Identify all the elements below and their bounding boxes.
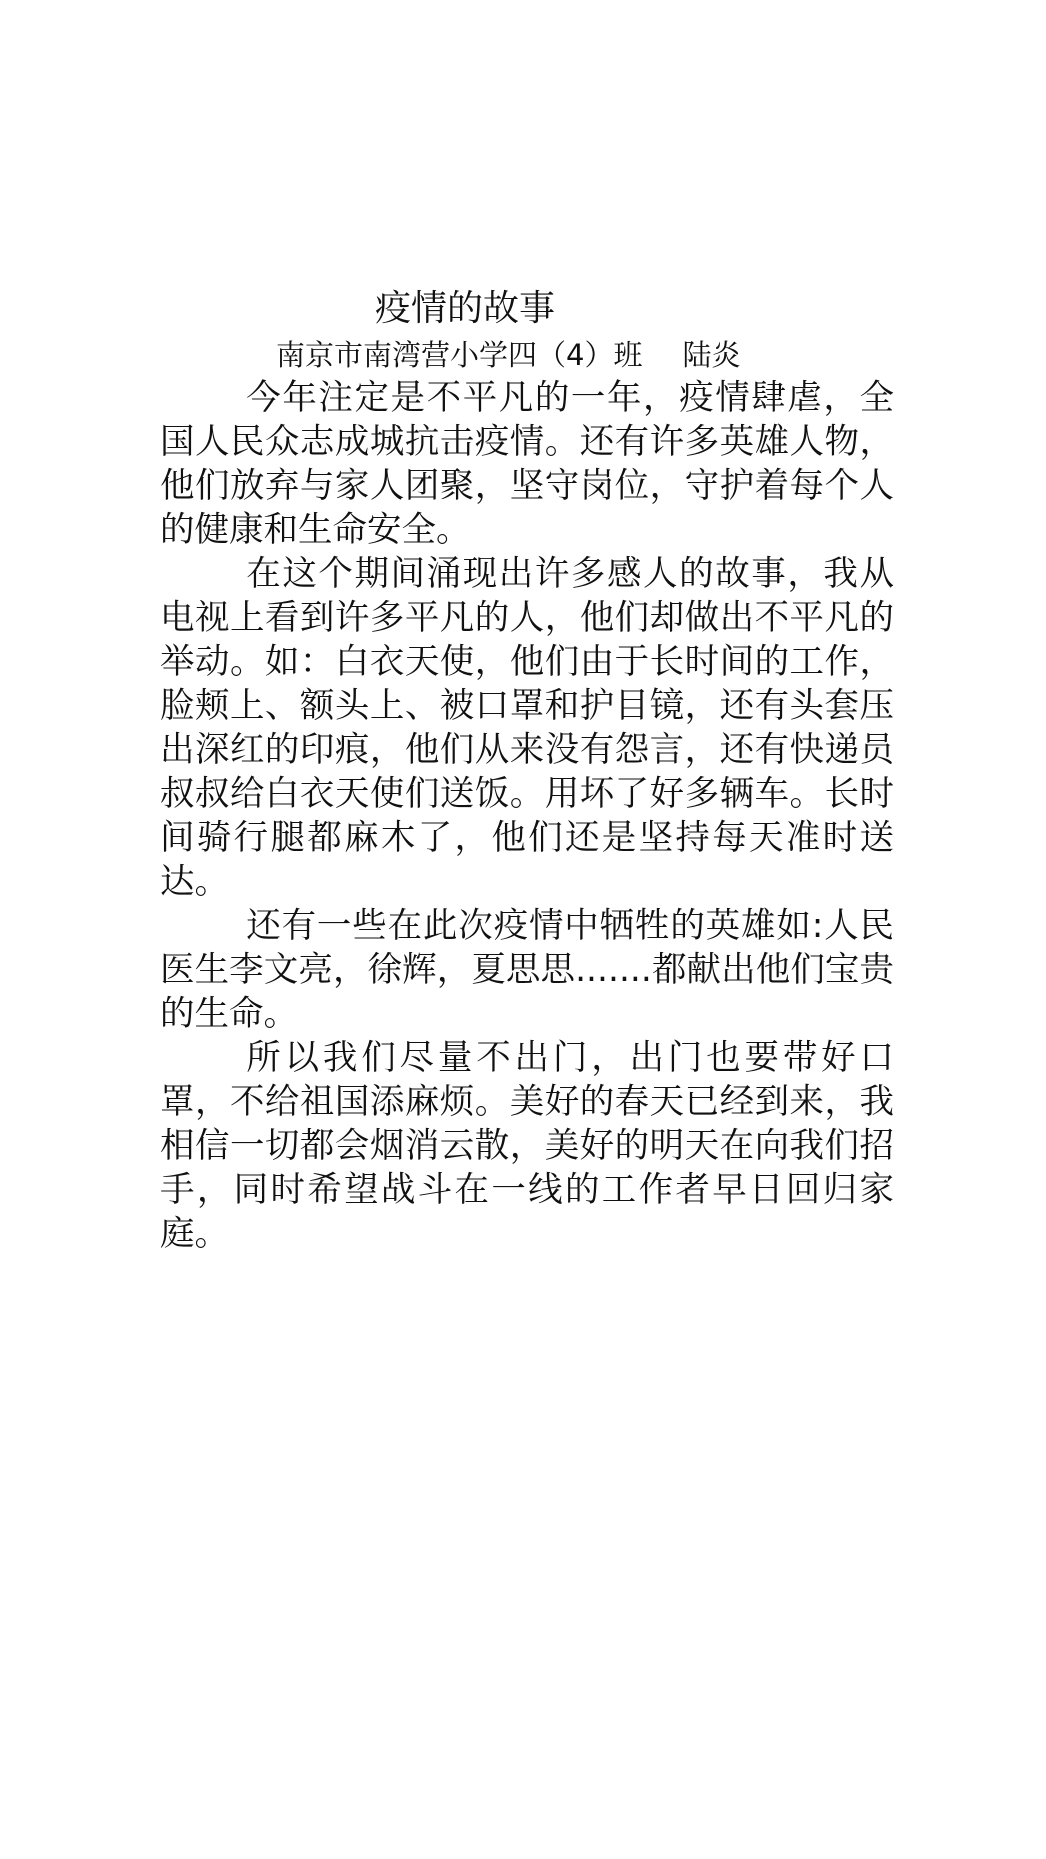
byline xyxy=(160,334,894,376)
author-class: 南京市南湾营小学四（4）班 xyxy=(276,338,643,372)
essay xyxy=(160,284,894,1256)
paragraph-2: 在这个期间涌现出许多感人的故事，我从电视上看到许多平凡的人，他们却做出不平凡的举动。如：白衣天使，他们由于长时间的工作，脸颊上、额头上、被口罩和护目镜，还有头套压出深红的印痕，他们从来没有怨言，还有快递员叔叔给白衣天使们送饭。用坏了好多辆车。长时间骑行腿都麻木了，他们还是坚持每天准时送达。 xyxy=(160,554,894,902)
paragraph-1: 今年注定是不平凡的一年，疫情肆虐，全国人民众志成城抗击疫情。还有许多英雄人物，他们放弃与家人团聚，坚守岗位，守护着每个人的健康和生命安全。 xyxy=(160,378,894,550)
paragraph-3: 还有一些在此次疫情中牺牲的英雄如:人民医生李文亮，徐辉，夏思思.......都献出他们宝贵的生命。 xyxy=(160,906,894,1034)
author-name: 陆炎 xyxy=(682,338,741,372)
paragraph-4: 所以我们尽量不出门，出门也要带好口罩，不给祖国添麻烦。美好的春天已经到来，我相信一切都会烟消云散，美好的明天在向我们招手，同时希望战斗在一线的工作者早日回归家庭。 xyxy=(160,1038,894,1254)
essay-title: 疫情的故事 xyxy=(375,288,556,329)
